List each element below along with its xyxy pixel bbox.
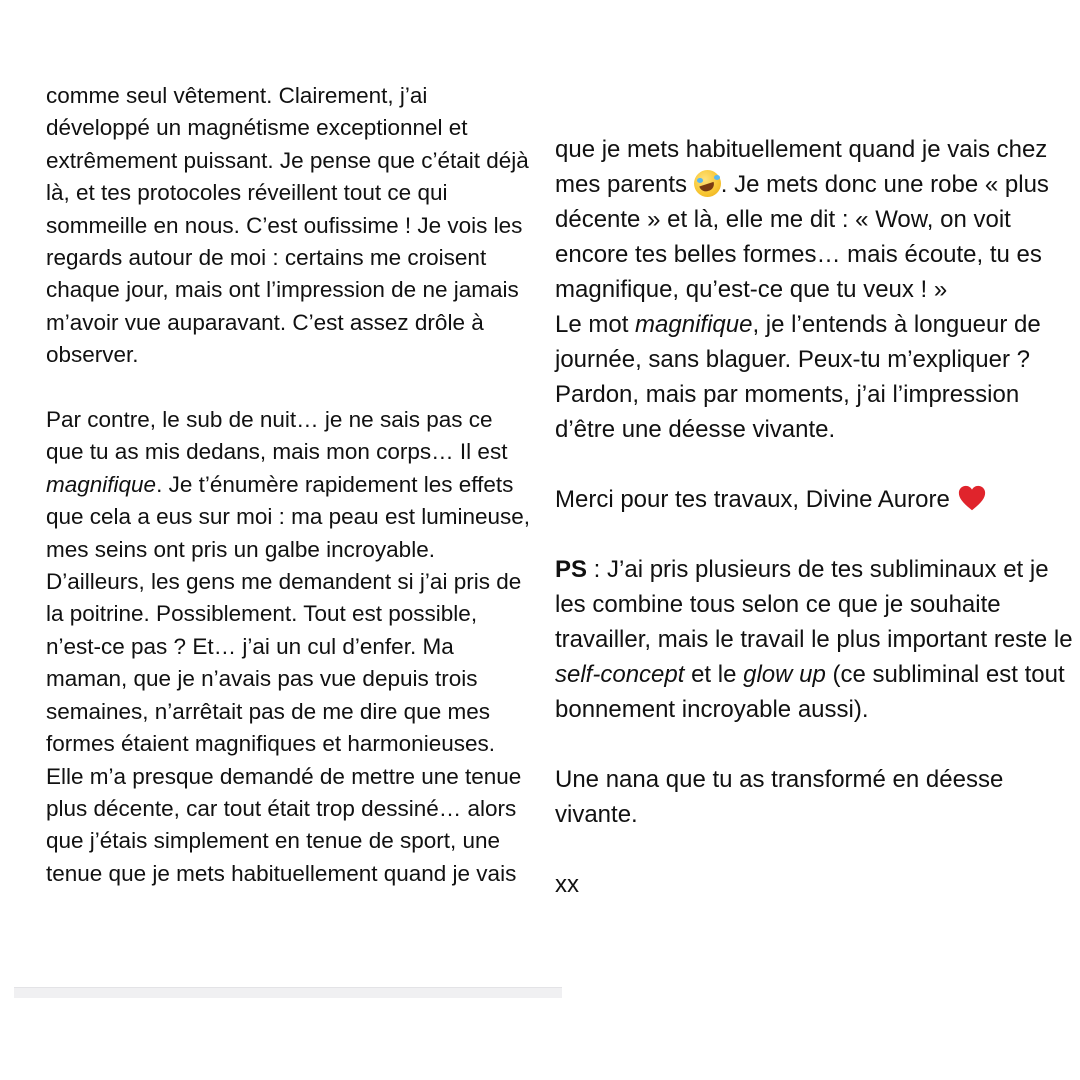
heart-icon [957, 483, 987, 513]
left-text-column [46, 80, 536, 890]
ps-italic-glow-up: glow up [743, 661, 826, 688]
ps-italic-self-concept: self-concept [555, 661, 685, 688]
left-paragraph-2-text-a: Par contre, le sub de nuit… je ne sais pas ce que tu as mis dedans, mais mon corps… Il est [46, 407, 508, 465]
thanks-line [555, 482, 1075, 517]
ps-text-mid: et le [684, 661, 744, 688]
right-text-column [555, 132, 1075, 902]
ps-text-a: : J’ai pris plusieurs de tes subliminaux et je les combine tous selon ce que je souhaite travailler, mais le travail le plus important reste le [555, 556, 1073, 653]
left-paragraph-1-text: comme seul vêtement. Clairement, j’ai développé un magnétisme exceptionnel et extrêmement puissant. Je pense que c’était déjà là, et tes protocoles réveillent tout ce qui sommeille en nous. C’est oufissime ! Je vois les regards autour de moi : certains me croisent chaque jour, mais ont l’impression de ne jamais m’avoir vue auparavant. C’est assez drôle à observer. [46, 83, 529, 368]
thanks-text: Merci pour tes travaux, Divine Aurore [555, 486, 957, 513]
right-paragraph-2-text-a: Le mot [555, 311, 636, 338]
right-paragraph-1-text-b: . Je mets donc une robe « plus décente » et là, elle me dit : « Wow, on voit encore tes belles formes… mais écoute, tu es magnifique, qu’est-ce que tu veux ! » [555, 171, 1049, 303]
right-paragraph-1-text-a: que je mets habituellement quand je vais chez mes parents [555, 136, 1048, 198]
ps-text-b: (ce subliminal est tout bonnement incroyable aussi). [555, 661, 1065, 723]
right-paragraph-1 [555, 132, 1075, 307]
closing-text: xx [555, 871, 579, 898]
left-paragraph-2 [46, 404, 536, 890]
right-paragraph-2-text-b: , je l’entends à longueur de journée, sans blaguer. Peux-tu m’expliquer ? Pardon, mais par moments, j’ai l’impression d’être une déesse vivante. [555, 311, 1041, 443]
right-paragraph-2-italic: magnifique [635, 311, 753, 338]
left-paragraph-2-text-b: . Je t’énumère rapidement les effets que cela a eus sur moi : ma peau est lumineuse, mes seins ont pris un galbe incroyable. D’ailleurs, les gens me demandent si j’ai pris de la poitrine. Possiblement. Tout est possible, n’est-ce pas ? Et… j’ai un cul d’enfer. Ma maman, que je n’avais pas vue depuis trois semaines, n’arrêtait pas de me dire que mes formes étaient magnifiques et harmonieuses. Elle m’a presque demandé de mettre une tenue plus décente, car tout était trop dessiné… alors que j’étais simplement en tenue de sport, une tenue que je mets habituellement quand je vais [46, 471, 531, 886]
right-paragraph-2 [555, 307, 1075, 447]
left-paragraph-1 [46, 80, 536, 372]
closing-line [555, 867, 1075, 902]
left-screenshot-bottom-strip [14, 987, 562, 998]
signature-line [555, 762, 1075, 832]
left-paragraph-2-italic: magnifique [46, 471, 157, 497]
signature-text: Une nana que tu as transformé en déesse vivante. [555, 766, 1004, 828]
ps-label: PS [555, 556, 588, 583]
laughing-emoji-icon [694, 170, 721, 197]
ps-paragraph [555, 552, 1075, 727]
